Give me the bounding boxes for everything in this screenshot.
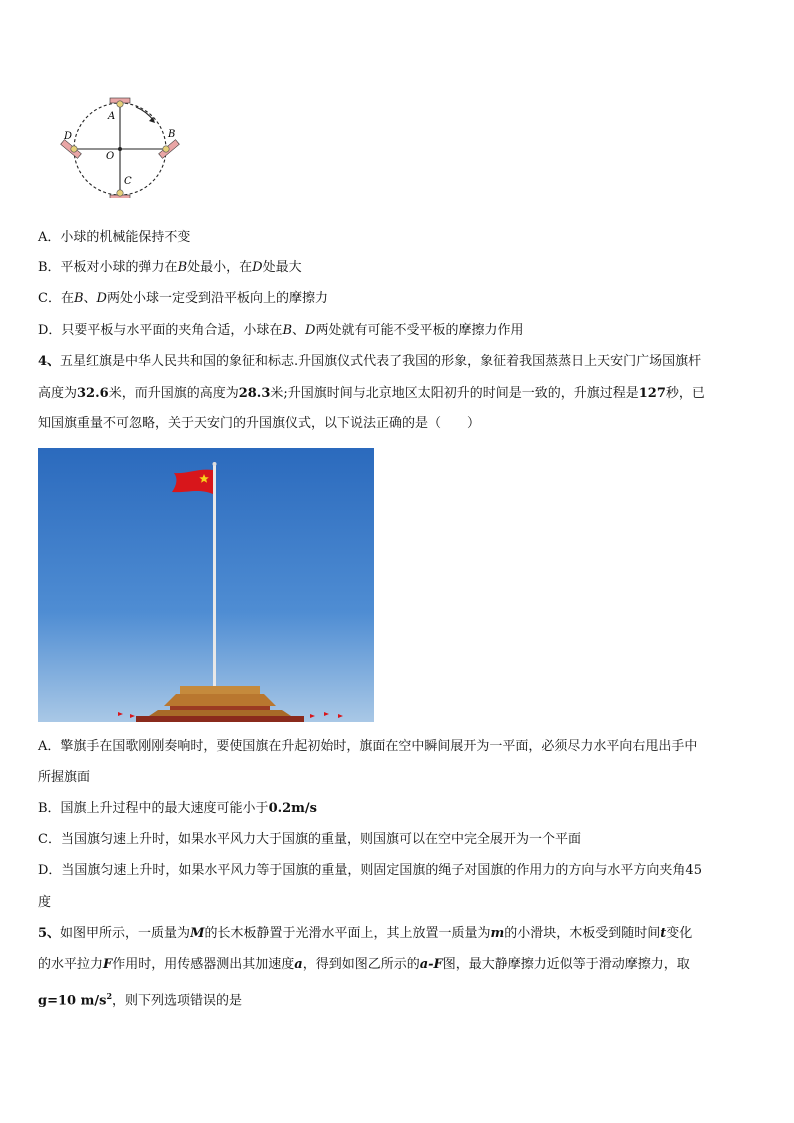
label-c: C bbox=[124, 176, 132, 187]
q4-option-b: B．国旗上升过程中的最大速度可能小于0.2m/s bbox=[38, 801, 318, 816]
q5-stem-line-1: 5、如图甲所示，一质量为M的长木板静置于光滑水平面上，其上放置一质量为m的小滑块，木板受到随时间t变化 bbox=[38, 926, 693, 941]
gate-roof-upper-body bbox=[180, 686, 260, 694]
q4-stem-line-3: 知国旗重量不可忽略，关于天安门的升国旗仪式，以下说法正确的是（ ） bbox=[38, 416, 481, 431]
ball-b bbox=[163, 146, 169, 152]
q4-stem-line-2: 高度为32.6米，而升国旗的高度为28.3米;升国旗时间与北京地区太阳初升的时间是一致的，升旗过程是127秒，已 bbox=[38, 386, 705, 401]
gate-wall bbox=[136, 716, 304, 722]
flag bbox=[172, 470, 213, 494]
q3-option-c: C．在B、D两处小球一定受到沿平板向上的摩擦力 bbox=[38, 291, 328, 306]
label-b: B bbox=[168, 129, 176, 140]
q4-option-a-line-2: 所握旗面 bbox=[38, 770, 91, 785]
ball-c bbox=[117, 190, 123, 196]
label-d: D bbox=[64, 131, 73, 142]
q4-option-a-line-1: A．擎旗手在国歌刚刚奏响时，要使国旗在升起初始时，旗面在空中瞬间展开为一平面，必须尽力水平向右甩出手中 bbox=[38, 739, 698, 754]
flagpole bbox=[213, 464, 216, 722]
q4-option-d-line-2: 度 bbox=[38, 895, 52, 910]
ball-d bbox=[71, 146, 77, 152]
center-dot bbox=[118, 147, 122, 151]
gate-roof-upper bbox=[164, 694, 276, 706]
gate-pillars bbox=[170, 706, 270, 710]
q3-option-d: D．只要平板与水平面的夹角合适，小球在B、D两处就有可能不受平板的摩擦力作用 bbox=[38, 323, 524, 338]
q4-option-c: C．当国旗匀速上升时，如果水平风力大于国旗的重量，则国旗可以在空中完全展开为一个平面 bbox=[38, 832, 581, 847]
label-a: A bbox=[108, 111, 116, 122]
q5-stem-line-2: 的水平拉力F作用时，用传感器测出其加速度a，得到如图乙所示的a-F图，最大静摩擦力近似等于滑动摩擦力，取 bbox=[38, 957, 690, 972]
q4-option-d-line-1: D．当国旗匀速上升时，如果水平风力等于国旗的重量，则固定国旗的绳子对国旗的作用力的方向与水平方向夹角45 bbox=[38, 863, 702, 878]
label-o: O bbox=[106, 151, 115, 162]
pole-top-icon bbox=[213, 462, 217, 466]
q3-option-a: A．小球的机械能保持不变 bbox=[38, 230, 191, 245]
ball-a bbox=[117, 101, 123, 107]
flag-photo bbox=[38, 448, 374, 722]
circle-diagram bbox=[56, 92, 186, 198]
q4-stem-line-1: 4、五星红旗是中华人民共和国的象征和标志.升国旗仪式代表了我国的形象，象征着我国蒸蒸日上天安门广场国旗杆 bbox=[38, 354, 702, 369]
q5-stem-line-3: g=10 $m/s^2$，则下列选项错误的是 bbox=[38, 991, 243, 1009]
q3-option-b: B．平板对小球的弹力在B处最小，在D处最大 bbox=[38, 260, 302, 275]
